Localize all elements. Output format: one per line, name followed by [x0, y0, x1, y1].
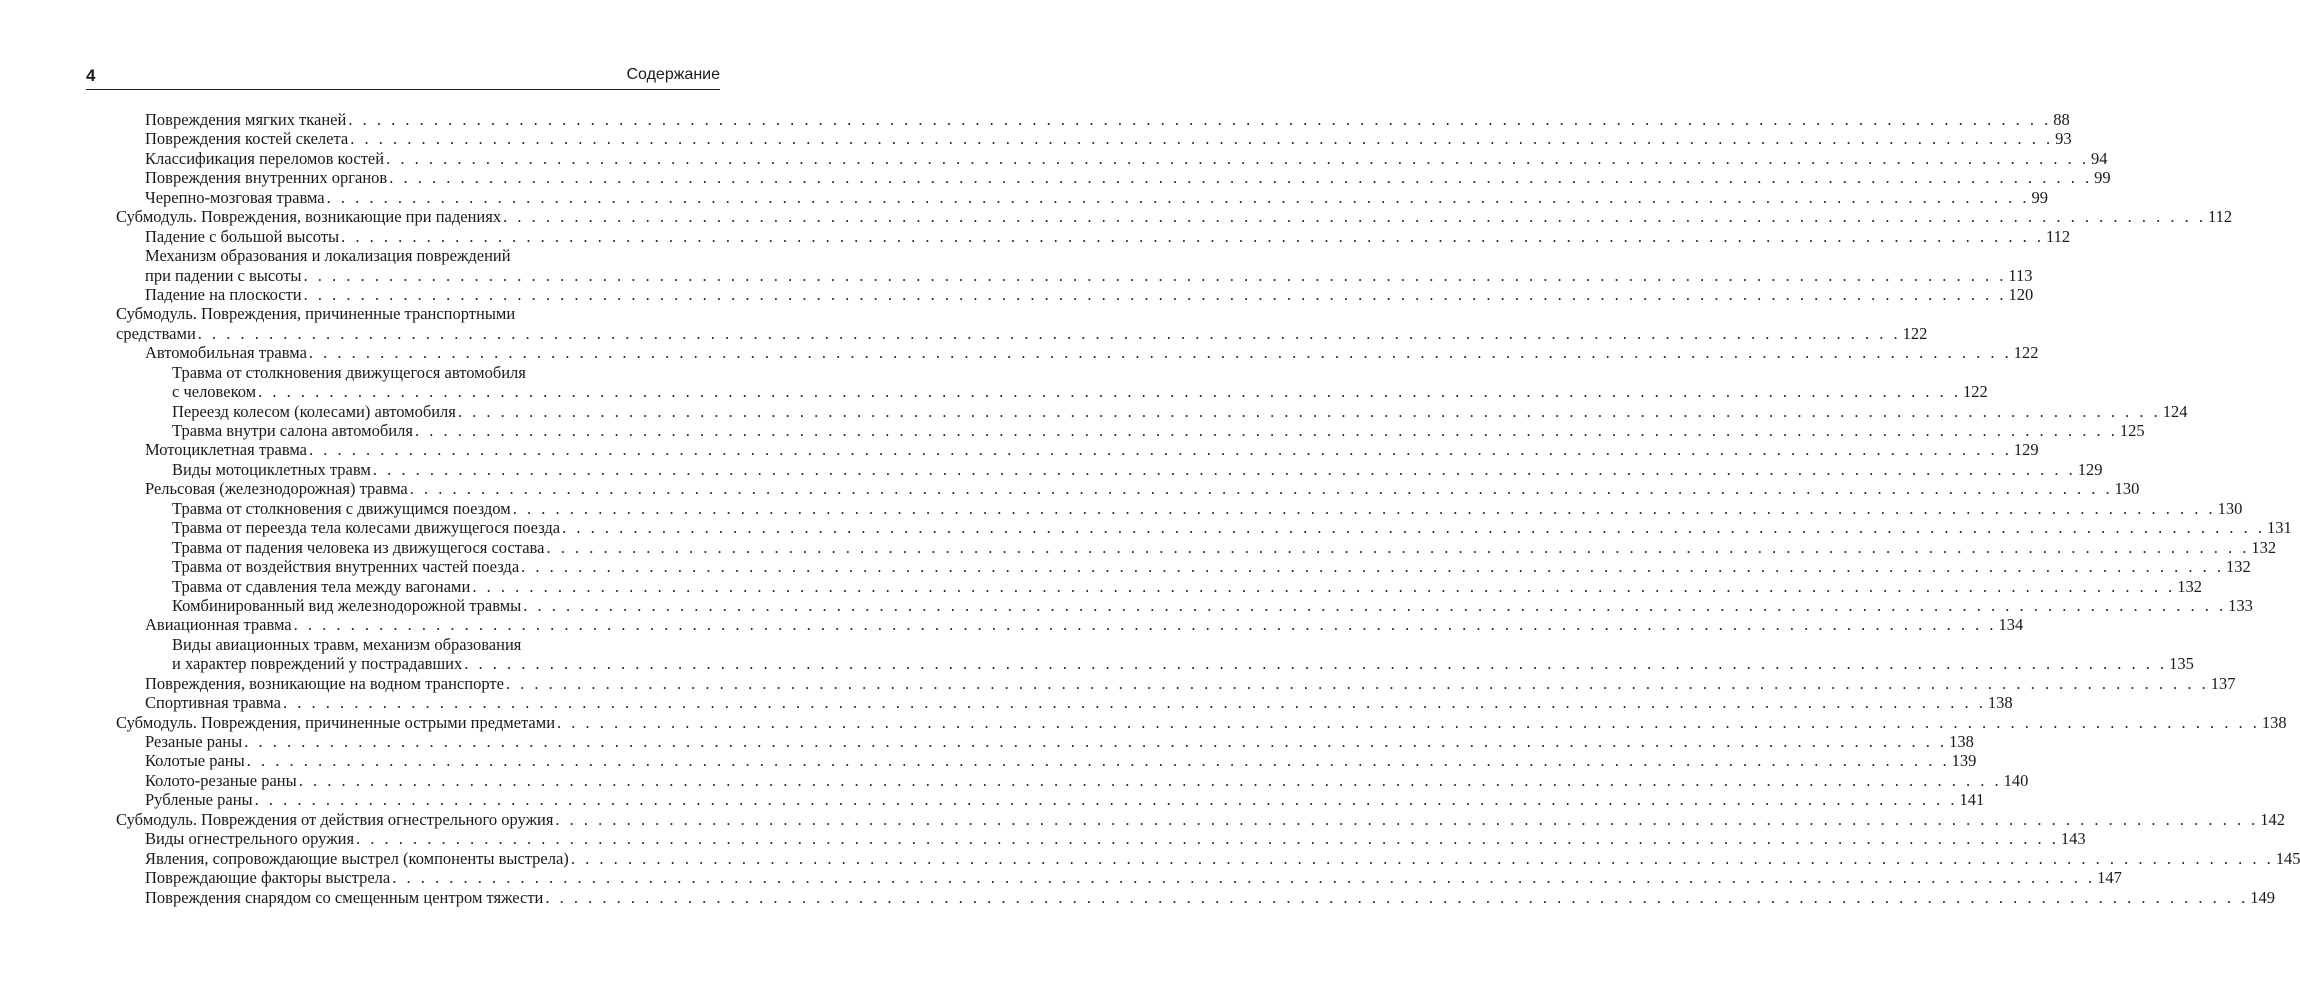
toc-entry-title: при падении с высоты [145, 265, 302, 285]
toc-entry-title: Падение на плоскости [145, 284, 302, 304]
toc-entry-title: Повреждения, возникающие на водном транспорте [145, 673, 504, 693]
toc-entry-page: 130 [2114, 479, 2140, 499]
dot-leader: . . . . . . . . . . . . . . . . . . . . . . . . . . . . . . . . . . . . . . . . . . . . . . . . . . . . . . . . . . . . . . . . . . . . . . . . . . . . . . . . . . . . . . . . . . . . . . . . . . . . . . . . . . . . . . . . . . . . . . . . [197, 323, 1901, 343]
toc-entry-page: 140 [2003, 770, 2029, 790]
toc-entry [0, 654, 2194, 674]
toc-entry [0, 440, 2039, 460]
toc-entry-page: 138 [1987, 693, 2013, 713]
dot-leader: . . . . . . . . . . . . . . . . . . . . . . . . . . . . . . . . . . . . . . . . . . . . . . . . . . . . . . . . . . . . . . . . . . . . . . . . . . . . . . . . . . . . . . . . . . . . . . . . . . . . . . . . . . . . . . . . . . . . . . . . [293, 615, 1997, 635]
toc-entry-title: Травма от столкновения движущегося автомобиля [172, 362, 526, 382]
toc-entry-page: 93 [2055, 129, 2072, 149]
dot-leader: . . . . . . . . . . . . . . . . . . . . . . . . . . . . . . . . . . . . . . . . . . . . . . . . . . . . . . . . . . . . . . . . . . . . . . . . . . . . . . . . . . . . . . . . . . . . . . . . . . . . . . . . . . . . . . . . . . . . . . . . [570, 848, 2274, 868]
dot-leader: . . . . . . . . . . . . . . . . . . . . . . . . . . . . . . . . . . . . . . . . . . . . . . . . . . . . . . . . . . . . . . . . . . . . . . . . . . . . . . . . . . . . . . . . . . . . . . . . . . . . . . . . . . . . . . . . . . . . . . . . [457, 401, 2161, 421]
toc-entry [0, 770, 2029, 790]
dot-leader: . . . . . . . . . . . . . . . . . . . . . . . . . . . . . . . . . . . . . . . . . . . . . . . . . . . . . . . . . . . . . . . . . . . . . . . . . . . . . . . . . . . . . . . . . . . . . . . . . . . . . . . . . . . . . . . . . . . . . . . . [309, 440, 2012, 460]
dot-leader: . . . . . . . . . . . . . . . . . . . . . . . . . . . . . . . . . . . . . . . . . . . . . . . . . . . . . . . . . . . . . . . . . . . . . . . . . . . . . . . . . . . . . . . . . . . . . . . . . . . . . . . . . . . . . . . . . . . . . . . . [414, 421, 2118, 440]
toc-entry-title: и характер повреждений у пострадавших [172, 654, 463, 674]
toc-entry-title: Падение с большой высоты [145, 226, 340, 246]
dot-leader: . . . . . . . . . . . . . . . . . . . . . . . . . . . . . . . . . . . . . . . . . . . . . . . . . . . . . . . . . . . . . . . . . . . . . . . . . . . . . . . . . . . . . . . . . . . . . . . . . . . . . . . . . . . . . . . . . . . . . . . . [562, 518, 2266, 538]
toc-entry [0, 576, 2202, 596]
toc-entry-page: 124 [2162, 401, 2188, 421]
dot-leader: . . . . . . . . . . . . . . . . . . . . . . . . . . . . . . . . . . . . . . . . . . . . . . . . . . . . . . . . . . . . . . . . . . . . . . . . . . . . . . . . . . . . . . . . . . . . . . . . . . . . . . . . . . . . . . . . . . . . . . . . [308, 343, 2012, 363]
page-number: 4 [86, 66, 96, 85]
dot-leader: . . . . . . . . . . . . . . . . . . . . . . . . . . . . . . . . . . . . . . . . . . . . . . . . . . . . . . . . . . . . . . . . . . . . . . . . . . . . . . . . . . . . . . . . . . . . . . . . . . . . . . . . . . . . . . . . . . . . . . . . [521, 557, 2225, 577]
toc-entry [0, 673, 2236, 693]
toc-entry-title: Повреждения костей скелета [145, 129, 349, 149]
toc-entry [0, 732, 1974, 751]
toc-entry-page: 122 [2013, 343, 2039, 363]
dot-leader: . . . . . . . . . . . . . . . . . . . . . . . . . . . . . . . . . . . . . . . . . . . . . . . . . . . . . . . . . . . . . . . . . . . . . . . . . . . . . . . . . . . . . . . . . . . . . . . . . . . . . . . . . . . . . . . . . . . . . . . . [503, 207, 2206, 227]
toc-entry-page: 145 [2275, 848, 2300, 868]
toc-entry-page: 129 [2077, 459, 2103, 479]
dot-leader: . . . . . . . . . . . . . . . . . . . . . . . . . . . . . . . . . . . . . . . . . . . . . . . . . . . . . . . . . . . . . . . . . . . . . . . . . . . . . . . . . . . . . . . . . . . . . . . . . . . . . . . . . . . . . . . . . . . . . . . . [389, 168, 2093, 188]
toc-entry-title: Субмодуль. Повреждения, причиненные острыми предметами [116, 712, 556, 732]
toc-entry-title: Травма от падения человека из движущегося состава [172, 537, 545, 557]
toc-entry-page: 94 [2090, 148, 2108, 168]
toc-entry [0, 829, 2086, 849]
toc-entry-page: 99 [2031, 187, 2048, 207]
toc-entry-page: 130 [2217, 498, 2243, 518]
dot-leader: . . . . . . . . . . . . . . . . . . . . . . . . . . . . . . . . . . . . . . . . . . . . . . . . . . . . . . . . . . . . . . . . . . . . . . . . . . . . . . . . . . . . . . . . . . . . . . . . . . . . . . . . . . . . . . . . . . . . . . . . [303, 284, 2007, 304]
toc-entry [0, 848, 2300, 868]
dot-leader: . . . . . . . . . . . . . . . . . . . . . . . . . . . . . . . . . . . . . . . . . . . . . . . . . . . . . . . . . . . . . . . . . . . . . . . . . . . . . . . . . . . . . . . . . . . . . . . . . . . . . . . . . . . . . . . . . . . . . . . . [258, 382, 1962, 402]
dot-leader: . . . . . . . . . . . . . . . . . . . . . . . . . . . . . . . . . . . . . . . . . . . . . . . . . . . . . . . . . . . . . . . . . . . . . . . . . . . . . . . . . . . . . . . . . . . . . . . . . . . . . . . . . . . . . . . . . . . . . . . . [254, 790, 1958, 810]
toc-entry-page: 147 [2097, 868, 2122, 888]
toc-entry-page: 138 [1949, 732, 1974, 751]
toc-entry-page: 139 [1951, 751, 1977, 771]
toc-entry-title: Повреждения внутренних органов [145, 168, 388, 188]
toc-entry-page: 135 [2169, 654, 2194, 674]
toc-entry [0, 459, 2103, 479]
toc-entry-title: Резаные раны [145, 732, 243, 751]
toc-entry-page: 129 [2013, 440, 2039, 460]
toc-entry [0, 343, 2039, 363]
toc-entry-title: Рельсовая (железнодорожная) травма [145, 479, 408, 499]
dot-leader: . . . . . . . . . . . . . . . . . . . . . . . . . . . . . . . . . . . . . . . . . . . . . . . . . . . . . . . . . . . . . . . . . . . . . . . . . . . . . . . . . . . . . . . . . . . . . . . . . . . . . . . . . . . . . . . . . . . . . . . . [356, 829, 2059, 849]
toc-entry-title: Мотоциклетная травма [145, 440, 307, 460]
dot-leader: . . . . . . . . . . . . . . . . . . . . . . . . . . . . . . . . . . . . . . . . . . . . . . . . . . . . . . . . . . . . . . . . . . . . . . . . . . . . . . . . . . . . . . . . . . . . . . . . . . . . . . . . . . . . . . . . . . . . . . . . [512, 498, 2216, 518]
toc-entry-title: Авиационная травма [145, 615, 292, 635]
toc-entry [0, 537, 2277, 557]
table-of-contents [0, 110, 2300, 907]
toc-entry-title: Субмодуль. Повреждения от действия огнестрельного оружия [116, 809, 554, 829]
dot-leader: . . . . . . . . . . . . . . . . . . . . . . . . . . . . . . . . . . . . . . . . . . . . . . . . . . . . . . . . . . . . . . . . . . . . . . . . . . . . . . . . . . . . . . . . . . . . . . . . . . . . . . . . . . . . . . . . . . . . . . . . [348, 110, 2052, 129]
toc-entry [0, 284, 2034, 304]
toc-entry [0, 129, 2072, 149]
dot-leader: . . . . . . . . . . . . . . . . . . . . . . . . . . . . . . . . . . . . . . . . . . . . . . . . . . . . . . . . . . . . . . . . . . . . . . . . . . . . . . . . . . . . . . . . . . . . . . . . . . . . . . . . . . . . . . . . . . . . . . . . [523, 595, 2227, 615]
toc-entry-title: Механизм образования и локализация повреждений [145, 246, 511, 266]
toc-entry-page: 112 [2207, 207, 2233, 227]
toc-entry-page: 132 [2251, 537, 2277, 557]
dot-leader: . . . . . . . . . . . . . . . . . . . . . . . . . . . . . . . . . . . . . . . . . . . . . . . . . . . . . . . . . . . . . . . . . . . . . . . . . . . . . . . . . . . . . . . . . . . . . . . . . . . . . . . . . . . . . . . . . . . . . . . . [409, 479, 2113, 499]
toc-entry [0, 479, 2140, 499]
dot-leader: . . . . . . . . . . . . . . . . . . . . . . . . . . . . . . . . . . . . . . . . . . . . . . . . . . . . . . . . . . . . . . . . . . . . . . . . . . . . . . . . . . . . . . . . . . . . . . . . . . . . . . . . . . . . . . . . . . . . . . . . [282, 693, 1986, 713]
toc-entry-page: 88 [2053, 110, 2070, 129]
toc-entry [0, 790, 1985, 810]
toc-entry-page: 138 [2261, 712, 2287, 732]
toc-entry [0, 265, 2033, 285]
toc-entry-title: Переезд колесом (колесами) автомобиля [172, 401, 456, 421]
toc-entry [0, 595, 2253, 615]
toc-entry-title: Виды авиационных травм, механизм образования [172, 634, 522, 654]
dot-leader: . . . . . . . . . . . . . . . . . . . . . . . . . . . . . . . . . . . . . . . . . . . . . . . . . . . . . . . . . . . . . . . . . . . . . . . . . . . . . . . . . . . . . . . . . . . . . . . . . . . . . . . . . . . . . . . . . . . . . . . . [557, 712, 2260, 732]
dot-leader: . . . . . . . . . . . . . . . . . . . . . . . . . . . . . . . . . . . . . . . . . . . . . . . . . . . . . . . . . . . . . . . . . . . . . . . . . . . . . . . . . . . . . . . . . . . . . . . . . . . . . . . . . . . . . . . . . . . . . . . . [372, 459, 2076, 479]
toc-entry [0, 226, 2071, 246]
toc-entry [0, 615, 2024, 635]
toc-entry-page: 125 [2119, 421, 2145, 440]
dot-leader: . . . . . . . . . . . . . . . . . . . . . . . . . . . . . . . . . . . . . . . . . . . . . . . . . . . . . . . . . . . . . . . . . . . . . . . . . . . . . . . . . . . . . . . . . . . . . . . . . . . . . . . . . . . . . . . . . . . . . . . . [464, 654, 2168, 674]
toc-entry-title: средствами [116, 323, 196, 343]
toc-entry-page: 113 [2008, 265, 2033, 285]
toc-entry [0, 693, 2013, 713]
header-rule [86, 89, 720, 90]
toc-entry [0, 304, 800, 323]
toc-entry-page: 132 [2226, 557, 2251, 577]
dot-leader: . . . . . . . . . . . . . . . . . . . . . . . . . . . . . . . . . . . . . . . . . . . . . . . . . . . . . . . . . . . . . . . . . . . . . . . . . . . . . . . . . . . . . . . . . . . . . . . . . . . . . . . . . . . . . . . . . . . . . . . . [341, 226, 2045, 246]
toc-entry-title: Травма внутри салона автомобиля [172, 421, 413, 440]
toc-entry-page: 137 [2210, 673, 2236, 693]
toc-entry-title: Явления, сопровождающие выстрел (компоненты выстрела) [145, 848, 569, 868]
toc-entry-title: с человеком [172, 382, 257, 402]
toc-entry-title: Виды огнестрельного оружия [145, 829, 355, 849]
toc-entry-title: Виды мотоциклетных травм [172, 459, 371, 479]
toc-entry-title: Классификация переломов костей [145, 148, 385, 168]
toc-entry [0, 168, 2111, 188]
toc-entry-page: 134 [1998, 615, 2024, 635]
toc-entry [0, 809, 2286, 829]
toc-entry-title: Субмодуль. Повреждения, причиненные транспортными [116, 304, 516, 324]
toc-entry [0, 498, 2243, 518]
toc-entry-page: 132 [2177, 576, 2202, 596]
toc-entry-title: Черепно-мозговая травма [145, 187, 325, 207]
toc-entry [0, 323, 1928, 343]
toc-entry-page: 149 [2250, 887, 2276, 907]
toc-entry-page: 99 [2094, 168, 2111, 188]
toc-entry [0, 110, 2070, 129]
dot-leader: . . . . . . . . . . . . . . . . . . . . . . . . . . . . . . . . . . . . . . . . . . . . . . . . . . . . . . . . . . . . . . . . . . . . . . . . . . . . . . . . . . . . . . . . . . . . . . . . . . . . . . . . . . . . . . . . . . . . . . . . [546, 537, 2250, 557]
dot-leader: . . . . . . . . . . . . . . . . . . . . . . . . . . . . . . . . . . . . . . . . . . . . . . . . . . . . . . . . . . . . . . . . . . . . . . . . . . . . . . . . . . . . . . . . . . . . . . . . . . . . . . . . . . . . . . . . . . . . . . . . [303, 265, 2007, 285]
toc-entry [0, 246, 800, 265]
toc-entry-title: Комбинированный вид железнодорожной травмы [172, 595, 522, 615]
dot-leader: . . . . . . . . . . . . . . . . . . . . . . . . . . . . . . . . . . . . . . . . . . . . . . . . . . . . . . . . . . . . . . . . . . . . . . . . . . . . . . . . . . . . . . . . . . . . . . . . . . . . . . . . . . . . . . . . . . . . . . . . [386, 148, 2089, 168]
toc-entry-title: Субмодуль. Повреждения, возникающие при падениях [116, 207, 502, 227]
toc-entry [0, 712, 2287, 732]
dot-leader: . . . . . . . . . . . . . . . . . . . . . . . . . . . . . . . . . . . . . . . . . . . . . . . . . . . . . . . . . . . . . . . . . . . . . . . . . . . . . . . . . . . . . . . . . . . . . . . . . . . . . . . . . . . . . . . . . . . . . . . . [246, 751, 1950, 771]
dot-leader: . . . . . . . . . . . . . . . . . . . . . . . . . . . . . . . . . . . . . . . . . . . . . . . . . . . . . . . . . . . . . . . . . . . . . . . . . . . . . . . . . . . . . . . . . . . . . . . . . . . . . . . . . . . . . . . . . . . . . . . . [326, 187, 2030, 207]
toc-entry-title: Автомобильная травма [145, 343, 307, 363]
toc-entry-title: Колото-резаные раны [145, 770, 297, 790]
dot-leader: . . . . . . . . . . . . . . . . . . . . . . . . . . . . . . . . . . . . . . . . . . . . . . . . . . . . . . . . . . . . . . . . . . . . . . . . . . . . . . . . . . . . . . . . . . . . . . . . . . . . . . . . . . . . . . . . . . . . . . . . [392, 868, 2096, 888]
running-head: Содержание [626, 66, 720, 83]
toc-entry-page: 122 [1963, 382, 1988, 402]
toc-entry [0, 187, 2048, 207]
toc-entry [0, 887, 2276, 907]
toc-entry [0, 207, 2233, 227]
toc-entry-title: Травма от воздействия внутренних частей поезда [172, 557, 520, 577]
toc-entry-title: Колотые раны [145, 751, 245, 771]
toc-entry-page: 131 [2267, 518, 2292, 538]
dot-leader: . . . . . . . . . . . . . . . . . . . . . . . . . . . . . . . . . . . . . . . . . . . . . . . . . . . . . . . . . . . . . . . . . . . . . . . . . . . . . . . . . . . . . . . . . . . . . . . . . . . . . . . . . . . . . . . . . . . . . . . . [555, 809, 2259, 829]
toc-entry-page: 143 [2060, 829, 2086, 849]
dot-leader: . . . . . . . . . . . . . . . . . . . . . . . . . . . . . . . . . . . . . . . . . . . . . . . . . . . . . . . . . . . . . . . . . . . . . . . . . . . . . . . . . . . . . . . . . . . . . . . . . . . . . . . . . . . . . . . . . . . . . . . . [472, 576, 2176, 596]
toc-entry [0, 751, 1977, 771]
toc-entry-title: Спортивная травма [145, 693, 281, 713]
toc-entry-title: Повреждения снарядом со смещенным центром тяжести [145, 887, 544, 907]
dot-leader: . . . . . . . . . . . . . . . . . . . . . . . . . . . . . . . . . . . . . . . . . . . . . . . . . . . . . . . . . . . . . . . . . . . . . . . . . . . . . . . . . . . . . . . . . . . . . . . . . . . . . . . . . . . . . . . . . . . . . . . . [505, 673, 2209, 693]
toc-entry-title: Рубленые раны [145, 790, 253, 810]
toc-entry-page: 133 [2228, 595, 2253, 615]
toc-entry-page: 142 [2260, 809, 2286, 829]
toc-entry [0, 421, 2145, 440]
toc-entry-title: Повреждающие факторы выстрела [145, 868, 391, 888]
toc-entry-title: Травма от переезда тела колесами движущегося поезда [172, 518, 561, 538]
toc-entry [0, 382, 1988, 402]
toc-entry [0, 518, 2292, 538]
toc-entry-page: 112 [2046, 226, 2071, 246]
toc-entry-title: Повреждения мягких тканей [145, 110, 347, 129]
toc-entry [0, 401, 2188, 421]
toc-entry-page: 122 [1902, 323, 1928, 343]
toc-entry [0, 363, 800, 382]
toc-entry [0, 868, 2122, 888]
toc-entry-title: Травма от сдавления тела между вагонами [172, 576, 471, 596]
toc-entry-page: 141 [1959, 790, 1985, 810]
toc-entry-title: Травма от столкновения с движущимся поездом [172, 498, 511, 518]
toc-entry [0, 148, 2108, 168]
dot-leader: . . . . . . . . . . . . . . . . . . . . . . . . . . . . . . . . . . . . . . . . . . . . . . . . . . . . . . . . . . . . . . . . . . . . . . . . . . . . . . . . . . . . . . . . . . . . . . . . . . . . . . . . . . . . . . . . . . . . . . . . [545, 887, 2249, 907]
toc-entry [0, 557, 2251, 577]
dot-leader: . . . . . . . . . . . . . . . . . . . . . . . . . . . . . . . . . . . . . . . . . . . . . . . . . . . . . . . . . . . . . . . . . . . . . . . . . . . . . . . . . . . . . . . . . . . . . . . . . . . . . . . . . . . . . . . . . . . . . . . . [298, 770, 2002, 790]
dot-leader: . . . . . . . . . . . . . . . . . . . . . . . . . . . . . . . . . . . . . . . . . . . . . . . . . . . . . . . . . . . . . . . . . . . . . . . . . . . . . . . . . . . . . . . . . . . . . . . . . . . . . . . . . . . . . . . . . . . . . . . . [244, 732, 1948, 751]
toc-entry-page: 120 [2008, 284, 2034, 304]
toc-entry [0, 635, 800, 654]
dot-leader: . . . . . . . . . . . . . . . . . . . . . . . . . . . . . . . . . . . . . . . . . . . . . . . . . . . . . . . . . . . . . . . . . . . . . . . . . . . . . . . . . . . . . . . . . . . . . . . . . . . . . . . . . . . . . . . . . . . . . . . . [350, 129, 2054, 149]
